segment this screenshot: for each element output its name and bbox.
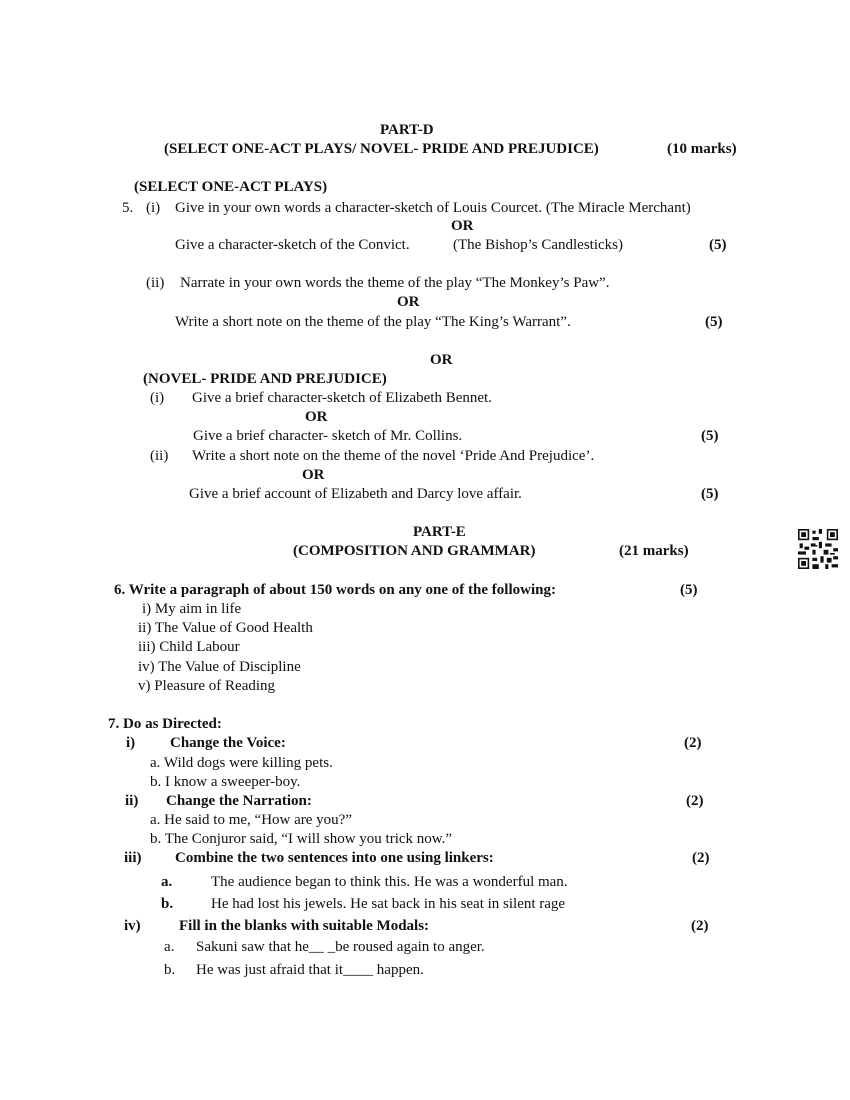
novel-ii-marks: (5) bbox=[701, 486, 719, 502]
q7-ii-a: a. He said to me, “How are you?” bbox=[150, 812, 353, 828]
novel-ii-or: OR bbox=[302, 467, 325, 483]
novel-heading: (NOVEL- PRIDE AND PREJUDICE) bbox=[143, 371, 387, 387]
q5-i-label: (i) bbox=[146, 200, 161, 216]
novel-i-marks: (5) bbox=[701, 428, 719, 444]
q7-i-marks: (2) bbox=[684, 735, 702, 751]
part-d-title: PART-D bbox=[380, 122, 434, 138]
q5-i-alt-source: (The Bishop’s Candlesticks) bbox=[453, 237, 623, 253]
q7-ii-label: ii) bbox=[125, 793, 139, 809]
qr-code-icon bbox=[798, 529, 838, 569]
q7-iv-b: He was just afraid that it____ happen. bbox=[196, 962, 424, 978]
section-or: OR bbox=[430, 352, 453, 368]
q7-ii-b: b. The Conjuror said, “I will show you trick now.” bbox=[150, 831, 453, 847]
q7-iii-title: Combine the two sentences into one using linkers: bbox=[175, 850, 494, 866]
q5-ii-text: Narrate in your own words the theme of the play “The Monkey’s Paw”. bbox=[180, 275, 610, 291]
novel-i-label: (i) bbox=[150, 390, 165, 406]
q7-i-a: a. Wild dogs were killing pets. bbox=[150, 755, 333, 771]
q6-option: v) Pleasure of Reading bbox=[138, 678, 276, 694]
q5-ii-label: (ii) bbox=[146, 275, 165, 291]
q6-option: iv) The Value of Discipline bbox=[138, 659, 301, 675]
q7-iv-a: Sakuni saw that he__ _be roused again to anger. bbox=[196, 939, 485, 955]
q5-ii-alt-text: Write a short note on the theme of the play “The King’s Warrant”. bbox=[175, 314, 571, 330]
novel-i-text: Give a brief character-sketch of Elizabeth Bennet. bbox=[192, 390, 492, 406]
q5-i-text: Give in your own words a character-sketch of Louis Courcet. (The Miracle Merchant) bbox=[175, 200, 691, 216]
plays-heading: (SELECT ONE-ACT PLAYS) bbox=[134, 179, 328, 195]
q7-ii-title: Change the Narration: bbox=[166, 793, 312, 809]
novel-i-alt-text: Give a brief character- sketch of Mr. Collins. bbox=[193, 428, 463, 444]
q5-i-or: OR bbox=[451, 218, 474, 234]
part-e-title: PART-E bbox=[413, 524, 466, 540]
q7-iv-label: iv) bbox=[124, 918, 141, 934]
q5-i-alt-text: Give a character-sketch of the Convict. bbox=[175, 237, 410, 253]
q7-i-b: b. I know a sweeper-boy. bbox=[150, 774, 301, 790]
q7-i-label: i) bbox=[126, 735, 136, 751]
q6-option: iii) Child Labour bbox=[138, 639, 240, 655]
q5-number: 5. bbox=[122, 200, 134, 216]
q5-ii-marks: (5) bbox=[705, 314, 723, 330]
q7-iv-a-label: a. bbox=[164, 939, 175, 955]
part-d-subtitle: (SELECT ONE-ACT PLAYS/ NOVEL- PRIDE AND PREJUDICE) bbox=[164, 141, 599, 157]
q6-option: i) My aim in life bbox=[142, 601, 242, 617]
q7-ii-marks: (2) bbox=[686, 793, 704, 809]
q7-i-title: Change the Voice: bbox=[170, 735, 286, 751]
novel-i-or: OR bbox=[305, 409, 328, 425]
q7-iii-a: The audience began to think this. He was a wonderful man. bbox=[211, 874, 568, 890]
q5-ii-or: OR bbox=[397, 294, 420, 310]
q7-iv-b-label: b. bbox=[164, 962, 176, 978]
q6-text: 6. Write a paragraph of about 150 words on any one of the following: bbox=[114, 582, 556, 598]
q7-text: 7. Do as Directed: bbox=[108, 716, 222, 732]
q7-iii-b: He had lost his jewels. He sat back in his seat in silent rage bbox=[211, 896, 566, 912]
novel-ii-text: Write a short note on the theme of the novel ‘Pride And Prejudice’. bbox=[192, 448, 595, 464]
part-e-subtitle: (COMPOSITION AND GRAMMAR) bbox=[293, 543, 536, 559]
q7-iii-a-label: a. bbox=[161, 874, 173, 890]
q7-iv-title: Fill in the blanks with suitable Modals: bbox=[179, 918, 430, 934]
q5-i-marks: (5) bbox=[709, 237, 727, 253]
novel-ii-alt-text: Give a brief account of Elizabeth and Darcy love affair. bbox=[189, 486, 522, 502]
part-d-marks: (10 marks) bbox=[667, 141, 737, 157]
q7-iii-b-label: b. bbox=[161, 896, 174, 912]
q7-iii-label: iii) bbox=[124, 850, 142, 866]
q6-marks: (5) bbox=[680, 582, 698, 598]
part-e-marks: (21 marks) bbox=[619, 543, 689, 559]
q6-option: ii) The Value of Good Health bbox=[138, 620, 313, 636]
novel-ii-label: (ii) bbox=[150, 448, 169, 464]
q7-iii-marks: (2) bbox=[692, 850, 710, 866]
q7-iv-marks: (2) bbox=[691, 918, 709, 934]
